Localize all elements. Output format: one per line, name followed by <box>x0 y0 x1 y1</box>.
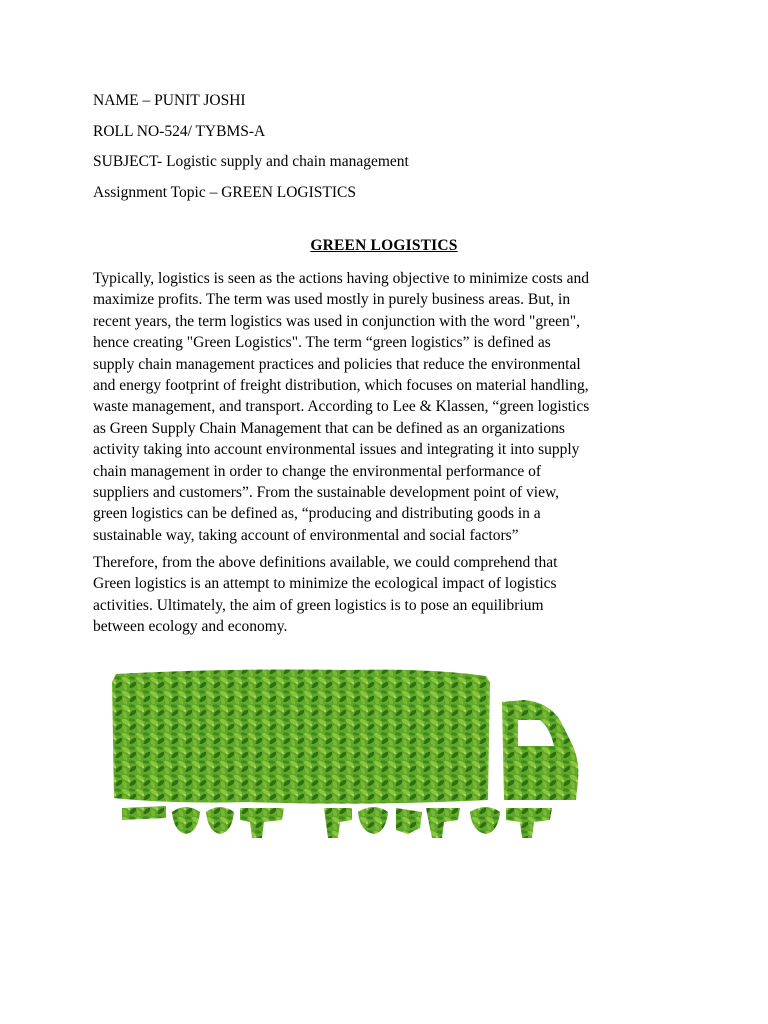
student-info <box>93 86 409 208</box>
paragraph-conclusion <box>93 552 683 638</box>
text-line: activity taking into account environmental issues and integrating it into supply <box>93 441 580 459</box>
text-line: between ecology and economy. <box>93 618 288 636</box>
paragraph-definition <box>93 268 683 546</box>
text-line: chain management in order to change the environmental performance of <box>93 462 542 480</box>
text-line: activities. Ultimately, the aim of green logistics is to pose an equilibrium <box>93 596 544 614</box>
text-line: recent years, the term logistics was used in conjunction with the word "green", <box>93 312 580 330</box>
text-line: Therefore, from the above definitions available, we could comprehend that <box>93 554 558 571</box>
leaf-truck-icon <box>108 662 588 867</box>
text-line: Typically, logistics is seen as the actions having objective to minimize costs and <box>93 270 589 287</box>
text-line: hence creating "Green Logistics". The term “green logistics” is defined as <box>93 334 551 352</box>
text-line: suppliers and customers”. From the sustainable development point of view, <box>93 484 560 502</box>
truck-cargo <box>112 670 490 804</box>
text-line: and energy footprint of freight distribution, which focuses on material handling, <box>93 377 589 395</box>
text-line: Green logistics is an attempt to minimize the ecological impact of logistics <box>93 575 557 593</box>
truck-cab <box>502 700 578 800</box>
roll-number: ROLL NO-524/ TYBMS-A <box>93 122 266 140</box>
text-line: waste management, and transport. According to Lee & Klassen, “green logistics <box>93 398 590 416</box>
text-line: maximize profits. The term was used mostly in purely business areas. But, in <box>93 291 571 309</box>
text-line: green logistics can be defined as, “producing and distributing goods in a <box>93 505 541 523</box>
document-title: GREEN LOGISTICS <box>310 237 458 254</box>
student-name: NAME – PUNIT JOSHI <box>93 92 246 109</box>
assignment-topic: Assignment Topic – GREEN LOGISTICS <box>93 183 356 201</box>
text-line: as Green Supply Chain Management that can be defined as an organizations <box>93 419 565 437</box>
subject: SUBJECT- Logistic supply and chain management <box>93 153 409 170</box>
text-line: sustainable way, taking account of environmental and social factors” <box>93 526 519 544</box>
text-line: supply chain management practices and policies that reduce the environmental <box>93 355 581 373</box>
